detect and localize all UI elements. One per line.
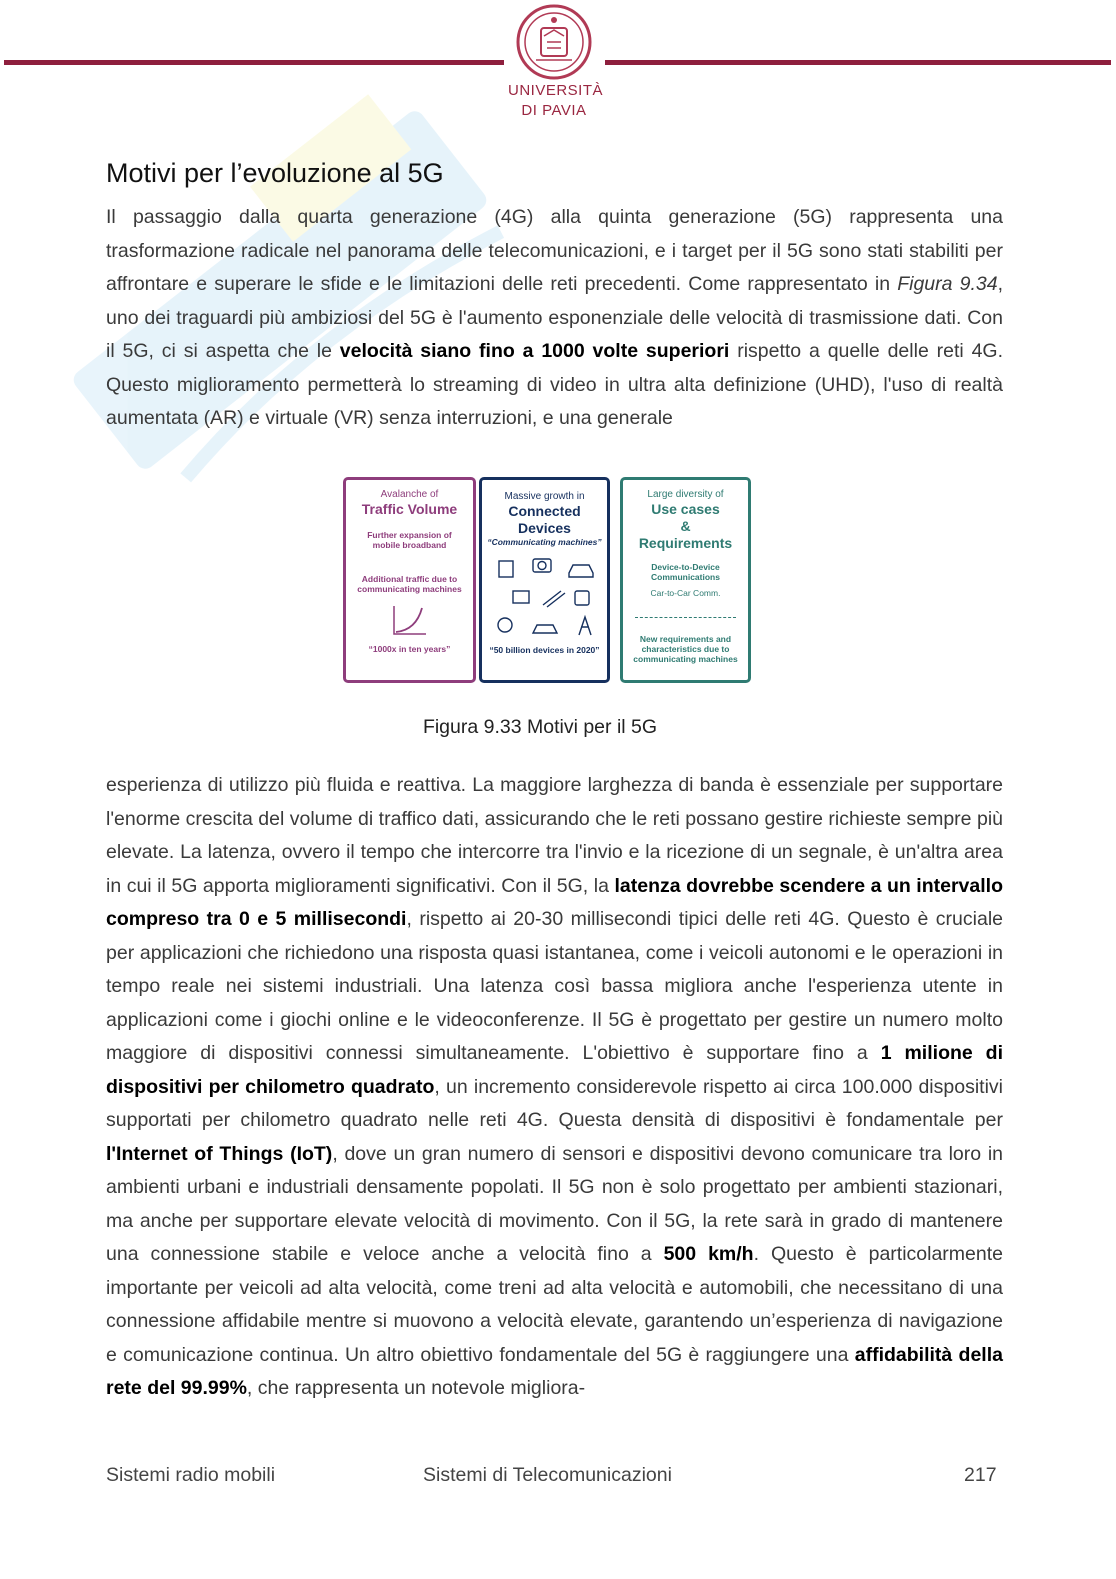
body-paragraph-1-run: Figura 9.34: [897, 273, 998, 295]
body-paragraph-1-run: Il passaggio dalla quarta generazione (4G) alla quinta generazione (5G) rappresenta una trasformazione radicale nel panorama delle telecomunicazioni, e i target per il 5G sono stati stabiliti per affrontare e superare le sfide e le limitazioni delle reti precedenti. Come rappresentato in: [106, 206, 1003, 295]
panel2-sub1: “Communicating machines”: [487, 537, 602, 547]
body-paragraph-2-run: 1 milione di dispositivi per chilometro quadrato: [106, 1042, 1003, 1098]
section-title: Motivi per l’evoluzione al 5G: [106, 158, 444, 188]
panel3-line1: Large diversity of: [647, 489, 724, 500]
body-paragraph-2-run: latenza dovrebbe scendere a un intervallo compreso tra 0 e 5 millisecondi: [106, 874, 1003, 930]
figure-5g-motivations: [341, 477, 749, 683]
panel1-bottom: “1000x in ten years”: [368, 644, 451, 654]
body-paragraph-1-run: rispetto a quelle delle reti 4G. Questo miglioramento permetterà lo streaming di video in ultra alta definizione (UHD), l'uso di realtà aumentata (AR) e virtuale (VR) senza interruzioni, e una generale: [106, 340, 1004, 429]
header-rule-left: [4, 60, 504, 65]
connected-devices-icons: [489, 551, 601, 643]
body-paragraph-2-run: esperienza di utilizzo più fluida e reattiva. La maggiore larghezza di banda è essenziale per supportare l'enorme crescita del volume di traffico dati, assicurando che le reti possano gestire richieste sempre più elevate. La latenza, ovvero il tempo che intercorre tra l'invio e la ricezione di un segnale, è un'altra area in cui il 5G apporta miglioramenti significativi. Con il 5G, la: [106, 774, 1003, 897]
logo-line-1: UNIVERSITÀ: [508, 82, 604, 99]
meter-icon: [499, 561, 513, 577]
ship-icon: [533, 625, 557, 633]
figure-caption: Figura 9.33 Motivi per il 5G: [422, 716, 658, 738]
panel3-sub2: Car-to-Car Comm.: [650, 588, 721, 598]
medical-box-icon: [575, 591, 589, 605]
footer-chapter: Sistemi radio mobili: [106, 1464, 276, 1486]
university-seal-icon: [514, 2, 594, 80]
footer-course: Sistemi di Telecomunicazioni: [423, 1464, 672, 1486]
body-paragraph-2-run: affidabilità della rete del 99.99%: [106, 1343, 1003, 1399]
car-icon: [569, 565, 593, 577]
panel1-line1: Avalanche of: [380, 489, 439, 500]
logo-line-2: DI PAVIA: [521, 102, 587, 119]
panel3-line2: Use cases: [651, 501, 720, 517]
body-paragraph-2-run: 500 km/h: [663, 1243, 754, 1265]
security-camera-icon: [543, 591, 565, 607]
panel-connected-devices: [479, 477, 610, 683]
panel3-line3: &: [680, 518, 691, 534]
panel1-sub2: Additional traffic due to communicating machines: [357, 574, 462, 594]
panel2-bottom: “50 billion devices in 2020”: [489, 645, 600, 655]
panel2-line3: Devices: [518, 520, 571, 536]
robot-arm-icon: [579, 617, 591, 635]
body-paragraph-1-run: velocità siano fino a 1000 volte superiori: [339, 340, 730, 362]
smart-meter-icon: [498, 618, 512, 632]
panel1-line2: Traffic Volume: [361, 501, 458, 517]
header-rule-right: [605, 60, 1111, 65]
body-paragraph-2-run: l'Internet of Things (IoT): [106, 1142, 333, 1165]
body-paragraph-2-run: . Questo è particolarmente importante per veicoli ad alta velocità, come treni ad alta velocità e automobili, che necessitano di una connessione affidabile mentre si muovono a velocità elevate, garantendo un’esperienza di navigazione e comunicazione continua. Un altro obiettivo fondamentale del 5G è raggiungere una: [106, 1243, 1003, 1366]
body-paragraph-1: [106, 201, 1003, 436]
footer-page-number: 217: [964, 1464, 997, 1486]
growth-curve-icon: [390, 604, 430, 638]
body-paragraph-2-run: , dove un gran numero di sensori e dispositivi devono comunicare tra loro in ambienti urbani e industriali densamente popolati. Il 5G non è solo progettato per ambienti stazionari, ma anche per supportare elevate velocità di movimento. Con il 5G, la rete sarà in grado di mantenere una connessione stabile e veloce anche a velocità fino a: [106, 1142, 1004, 1265]
panel3-bottom: New requirements and characteristics due to communicating machines: [633, 634, 738, 664]
printer-icon: [513, 591, 529, 603]
panel3-line4: Requirements: [638, 535, 733, 551]
body-paragraph-2: [106, 769, 1003, 1406]
panel1-sub1: Further expansion of mobile broadband: [367, 530, 452, 550]
body-paragraph-2-run: , un incremento considerevole rispetto ai circa 100.000 dispositivi supportati per chilometro quadrato nelle reti 4G. Questa densità di dispositivi è fondamentale per: [106, 1075, 1003, 1131]
body-paragraph-1-run: , uno dei traguardi più ambiziosi del 5G è l'aumento esponenziale delle velocità di trasmissione dati. Con il 5G, ci si aspetta che le: [106, 273, 1003, 362]
panel3-divider: [635, 617, 736, 618]
body-paragraph-2-run: , rispetto ai 20-30 millisecondi tipici delle reti 4G. Questo è cruciale per applicazioni che richiedono una risposta quasi istantanea, come i veicoli autonomi e le operazioni in tempo reale nei sistemi industriali. Una latenza così bassa migliora anche l'esperienza utente in applicazioni come i giochi online e le videoconferenze. Il 5G è progettato per gestire un numero molto maggiore di dispositivi connessi simultaneamente. L'obiettivo è supportare fino a: [106, 908, 1003, 1064]
university-logo: [508, 2, 604, 120]
panel2-line2: Connected: [508, 503, 581, 519]
panel-traffic-volume: [343, 477, 476, 683]
panel3-sub1: Device-to-Device Communications: [651, 562, 720, 582]
body-paragraph-2-run: , che rappresenta un notevole migliora-: [246, 1377, 586, 1399]
panel2-line1: Massive growth in: [504, 491, 585, 502]
panel-use-cases: [620, 477, 751, 683]
